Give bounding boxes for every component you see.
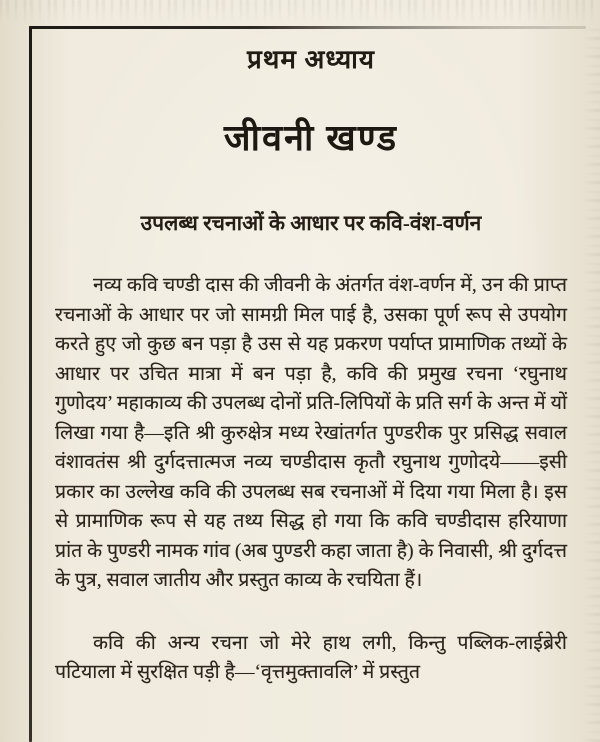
chapter-heading: प्रथम अध्याय <box>247 45 375 74</box>
border-rule-left <box>29 26 32 742</box>
section-title: जीवनी खण्ड <box>223 118 399 158</box>
page-content <box>55 30 567 688</box>
body-paragraph-1: नव्य कवि चण्डी दास की जीवनी के अंतर्गत वंश-वर्णन में, उन की प्राप्त रचनाओं के आधार पर जो सामग्री मिल पाई है, उसका पूर्ण रूप से उपयोग करते हुए जो कुछ बन पड़ा है उस से यह प्रकरण पर्याप्त प्रामाणिक तथ्यों के आधार पर उचित मात्रा में बन पड़ा है, कवि की प्रमुख रचना ‘रघुनाथ गुणोदय’ महाकाव्य की उपलब्ध दोनों प्रति-लिपियों के प्रति सर्ग के अन्त में यों लिखा गया है—इति श्री कुरुक्षेत्र मध्य रेखांतर्गत पुण्डरीक पुर प्रसिद्ध सवाल वंशावतंस श्री दुर्गदत्तात्मज नव्य चण्डीदास कृतौ रघुनाथ गुणोदये——इसी प्रकार का उल्लेख कवि की उपलब्ध सब रचनाओं में दिया गया मिला है। इस से प्रामाणिक रूप से यह तथ्य सिद्ध हो गया कि कवि चण्डीदास हरियाणा प्रांत के पुण्डरी नामक गांव (अब पुण्डरी कहा जाता है) के निवासी, श्री दुर्गदत्त के पुत्र, सवाल जातीय और प्रस्तुत काव्य के रचयिता हैं। <box>55 275 567 591</box>
bleedthrough-top-decoration <box>0 0 600 24</box>
border-rule-top <box>29 26 586 29</box>
bleedthrough-right-decoration <box>582 26 600 742</box>
body-paragraph-2: कवि की अन्य रचना जो मेरे हाथ लगी, किन्तु पब्लिक-लाईब्रेरी पटियाला में सुरक्षित पड़ी है—‘वृत्तमुक्तावलि’ में प्रस्तुत <box>55 632 567 683</box>
subheading: उपलब्ध रचनाओं के आधार पर कवि-वंश-वर्णन <box>140 211 482 235</box>
